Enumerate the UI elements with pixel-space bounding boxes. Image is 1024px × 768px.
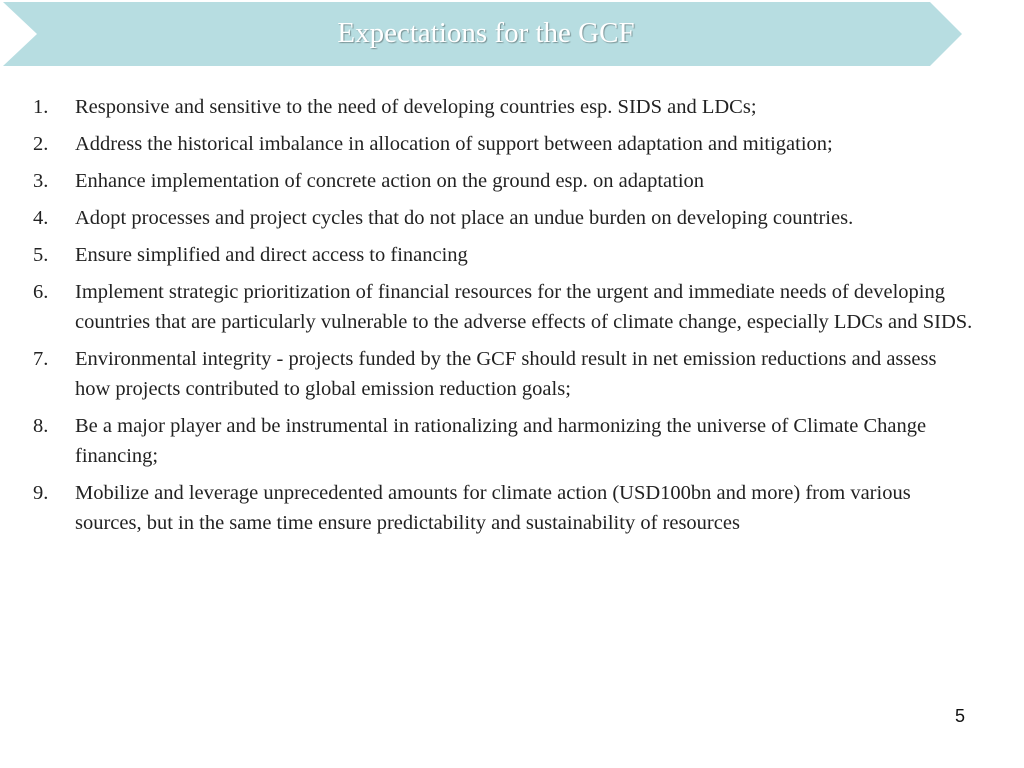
item-number: 6. [33,281,49,303]
item-text: Mobilize and leverage unprecedented amounts for climate action (USD100bn and more) from various sources, but in the same time ensure predictability and sustainability of resources [75,482,911,534]
title-banner [0,0,1024,70]
list-item [33,240,973,270]
item-number: 9. [33,482,49,504]
page-number: 5 [954,706,965,726]
list-item [33,478,973,538]
list-item [33,203,973,233]
item-number: 7. [33,348,49,370]
list-item [33,344,973,404]
item-text: Environmental integrity - projects funded by the GCF should result in net emission reductions and assess how projects contributed to global emission reduction goals; [75,348,937,400]
item-text: Implement strategic prioritization of financial resources for the urgent and immediate needs of developing countries that are particularly vulnerable to the adverse effects of climate change, especially LDCs and SIDS. [75,281,973,333]
item-number: 2. [33,133,49,155]
item-text: Responsive and sensitive to the need of developing countries esp. SIDS and LDCs; [75,96,757,118]
list-item [33,166,973,196]
item-number: 8. [33,415,49,437]
item-number: 1. [33,96,49,118]
item-number: 4. [33,207,49,229]
list-item [33,411,973,471]
list-item [33,129,973,159]
item-number: 5. [33,244,49,266]
expectations-list [33,92,973,545]
list-item [33,277,973,337]
item-text: Ensure simplified and direct access to financing [75,244,468,266]
list-item [33,92,973,122]
item-text: Adopt processes and project cycles that do not place an undue burden on developing countries. [75,207,854,229]
item-text: Be a major player and be instrumental in rationalizing and harmonizing the universe of Climate Change financing; [75,415,927,467]
slide-title: Expectations for the GCF [337,17,635,49]
item-text: Address the historical imbalance in allocation of support between adaptation and mitigation; [75,133,833,155]
item-text: Enhance implementation of concrete action on the ground esp. on adaptation [75,170,705,192]
item-number: 3. [33,170,49,192]
